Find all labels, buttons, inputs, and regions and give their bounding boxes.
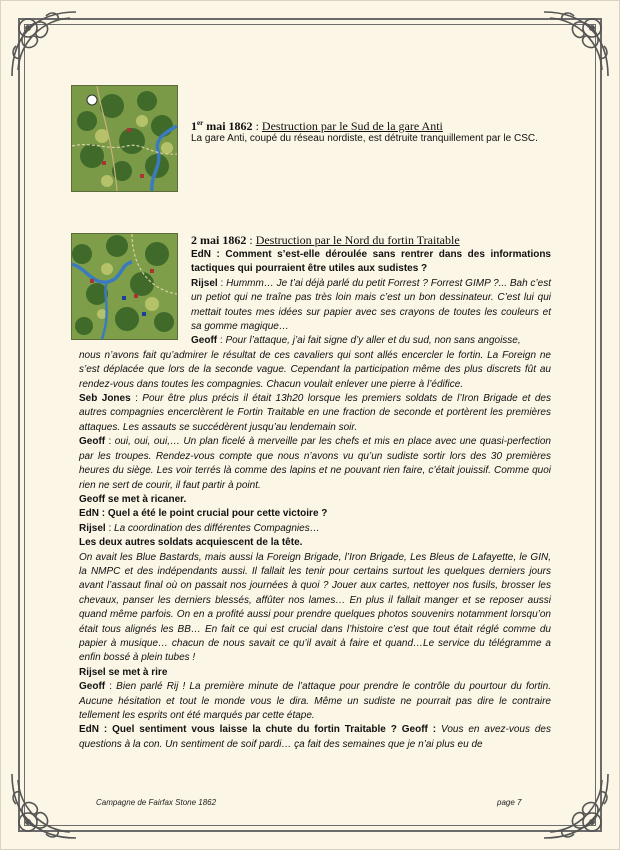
dialog-line: Rijsel : La coordination des différentes Compagnies… xyxy=(79,522,320,534)
dialog-line: EdN : Quel a été le point crucial pour cette victoire ? xyxy=(79,508,328,520)
footer-title: Campagne de Fairfax Stone 1862 xyxy=(96,798,217,807)
dialog-line: On avait les Blue Bastards, mais aussi la Foreign Brigade, l’Iron Brigade, Les Bleus de Lafayette, le GIN, la NMPC et des indépendants aussi. Il fallait les tenir pour certains surtout les quelques derniers jours avant l’assaut final où on passait nos journées à quoi ? Jouer aux cartes, nettoyer nos fusils, brosser les chevaux, panser les derniers blessés, affûter nos lames… En plus il fallait manger et se reposer aussi quand même parfois. On en a profité aussi pour prendre quelques photos souvenirs notamment lorsqu’on était tous alignés les BB… En fait ce qui est crucial dans l’histoire c’est que tout était réglé comme du papier à musique… chacun de nous savait ce qu’il avait à faire et quand…Le service du télégramme a enfin bossé à plein tubes ! xyxy=(79,551,551,664)
dialog-line: Geoff se met à ricaner. xyxy=(79,493,187,505)
entry-date: 1er mai 1862 xyxy=(191,119,253,133)
entry-title-link[interactable]: Destruction par le Sud de la gare Anti xyxy=(261,119,443,133)
dialog-line: EdN : Comment s’est-elle déroulée sans rentrer dans des informations tactiques qui pourraient être utiles aux sudistes ? xyxy=(191,249,551,275)
dialog-line: Geoff : Bien parlé Rij ! La première minute de l’attaque pour prendre le contrôle du pourtour du fortin. Aucune hésitation et tout le monde vous le dira. Même un sudiste ne pourrait pas dire le contraire tellement les esprits ont été marqués par cette étape. xyxy=(79,681,551,721)
entry-title-link[interactable]: Destruction par le Nord du fortin Traitable xyxy=(255,233,460,247)
entry-date: 2 mai 1862 xyxy=(191,233,247,247)
corner-ornament-icon xyxy=(538,768,614,844)
dialog-line: Rijsel : Hummm… Je t’ai déjà parlé du petit Forrest ? Forrest GIMP ?... Bah c’est un petiot qui ne traîne pas très loin mais c’est un bon dessinateur. C’est lui qui mettait toutes mes idées sur papier avec ses crayons de toutes les couleurs et sa gomme magique… xyxy=(191,277,551,333)
dialog-line: Rijsel se met à rire xyxy=(79,666,168,678)
dialog-line: Seb Jones : Pour être plus précis il était 13h20 lorsque les premiers soldats de l’Iron Brigade et des autres compagnies encerclèrent le Fortin Traitable en une fraction de seconde et portèrent les premières attaques. Les assauts se succédèrent jusqu’au lendemain soir. xyxy=(79,393,551,433)
dialog-line: Les deux autres soldats acquiescent de la tête. xyxy=(79,537,303,549)
corner-ornament-icon xyxy=(6,6,82,82)
page-number: page 7 xyxy=(497,798,522,807)
dialog-line: Geoff : oui, oui, oui,… Un plan ficelé à merveille par les chefs et mis en place avec une quasi-perfection par les troupes. Rendez-vous compte que nous n’avons vu qu’un sudiste sortir lors des 30 premières heures du siège. Les voir terrés là comme des lapins et ne pouvant rien faire, c’était jouissif. Comme quoi rien ne sert de courir, il faut partir à point. xyxy=(79,436,551,491)
entry-text: La gare Anti, coupé du réseau nordiste, est détruite tranquillement par le CSC. xyxy=(191,133,538,144)
entry-heading: 2 mai 1862 : Destruction par le Nord du fortin Traitable xyxy=(191,233,460,247)
dialog-line: Geoff : Pour l’attaque, j’ai fait signe d’y aller et du sud, non sans angoisse, xyxy=(191,335,521,347)
dialog-line: nous n’avons fait qu’admirer le résultat de ces cavaliers qui sont allés encercler le fortin. La Foreign ne s’est déplacée que lors de la seconde vague. Cependant la participation même des plus discrets fût au rendez-vous dans toutes les compagnies. Chacun voulait enlever une pierre à l’édifice. xyxy=(79,349,551,390)
dialog-line: EdN : Quel sentiment vous laisse la chute du fortin Traitable ? Geoff : Vous en avez-vous des questions à la con. Un sentiment de soif pardi… ça fait des semaines que je n’ai plus eu de xyxy=(79,724,551,750)
corner-ornament-icon xyxy=(538,6,614,82)
entry-heading: 1er mai 1862 : Destruction par le Sud de la gare Anti xyxy=(191,119,443,133)
interview-dialog xyxy=(79,248,551,752)
corner-ornament-icon xyxy=(6,768,82,844)
map-thumbnail-gare-anti xyxy=(71,85,178,192)
